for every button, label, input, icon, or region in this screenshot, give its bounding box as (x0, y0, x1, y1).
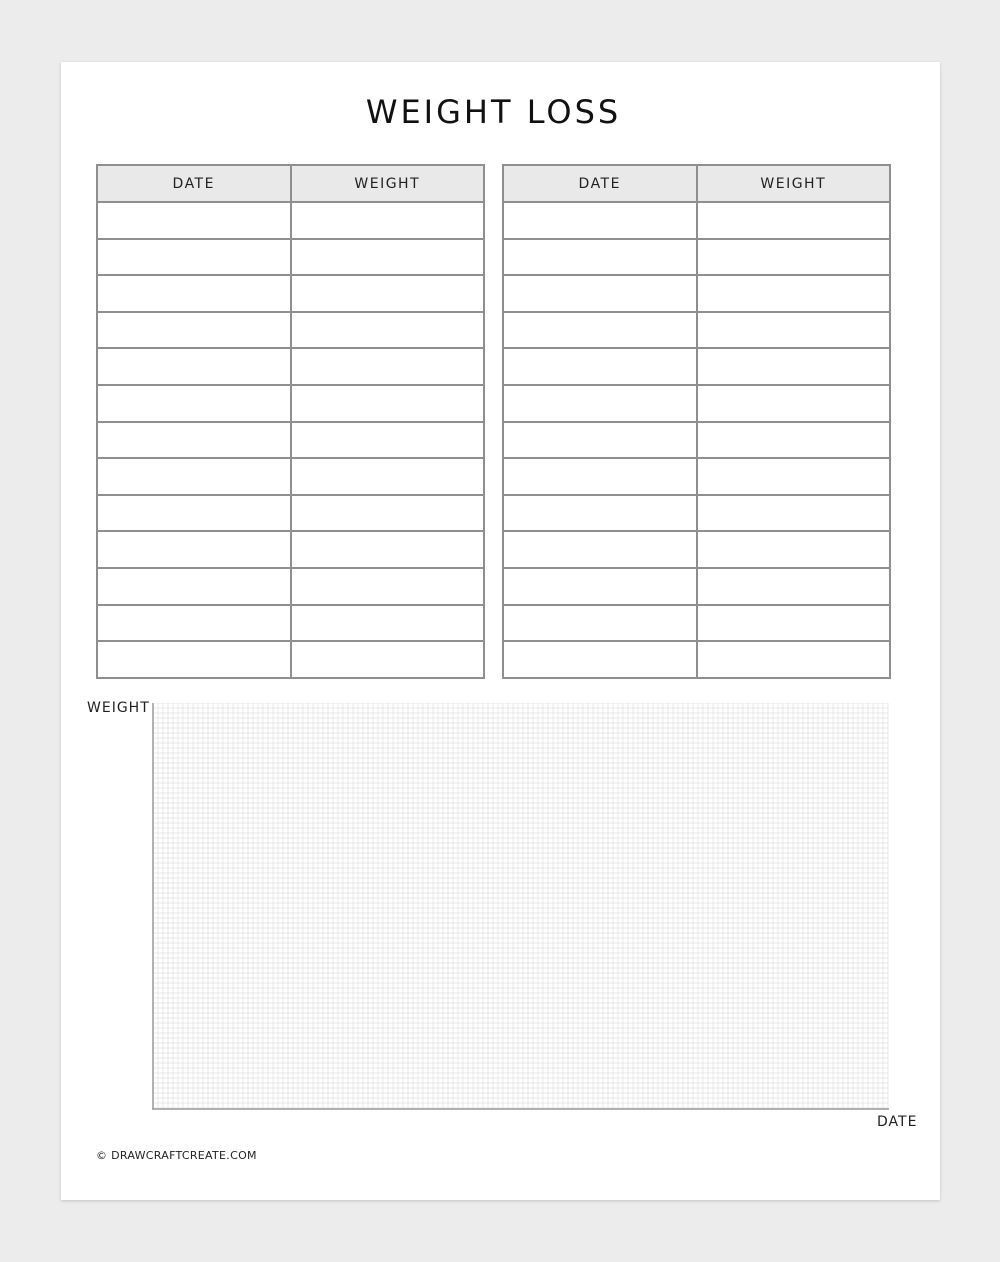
date-cell[interactable] (503, 641, 697, 678)
table-row (503, 239, 890, 276)
weight-cell[interactable] (697, 605, 891, 642)
weight-cell[interactable] (291, 531, 485, 568)
date-cell[interactable] (97, 605, 291, 642)
weight-cell[interactable] (291, 641, 485, 678)
grid-lines (153, 703, 888, 1108)
table-row (97, 422, 484, 459)
weight-cell[interactable] (291, 202, 485, 239)
date-cell[interactable] (503, 202, 697, 239)
date-cell[interactable] (97, 312, 291, 349)
date-cell[interactable] (97, 531, 291, 568)
weight-log-table-right (502, 164, 891, 679)
table-row (97, 202, 484, 239)
date-cell[interactable] (97, 422, 291, 459)
graph-y-axis-label: WEIGHT (87, 700, 150, 716)
date-cell[interactable] (503, 312, 697, 349)
weight-column-header: WEIGHT (697, 165, 891, 202)
weight-cell[interactable] (697, 239, 891, 276)
table-row (97, 458, 484, 495)
table-row (97, 239, 484, 276)
date-cell[interactable] (503, 385, 697, 422)
table-row (503, 531, 890, 568)
weight-cell[interactable] (697, 422, 891, 459)
weight-cell[interactable] (291, 422, 485, 459)
weight-column-header: WEIGHT (291, 165, 485, 202)
weight-cell[interactable] (697, 202, 891, 239)
table-row (503, 202, 890, 239)
table-row (503, 641, 890, 678)
table-row (503, 275, 890, 312)
date-cell[interactable] (503, 605, 697, 642)
table-body (97, 202, 484, 678)
date-cell[interactable] (503, 239, 697, 276)
date-cell[interactable] (503, 348, 697, 385)
table-row (97, 385, 484, 422)
weight-cell[interactable] (291, 348, 485, 385)
date-cell[interactable] (503, 422, 697, 459)
weight-cell[interactable] (697, 385, 891, 422)
table-row (503, 458, 890, 495)
weight-log-table-left (96, 164, 485, 679)
weight-cell[interactable] (697, 495, 891, 532)
table-row (503, 312, 890, 349)
table-row (503, 348, 890, 385)
table-row (97, 275, 484, 312)
date-cell[interactable] (503, 458, 697, 495)
table-row (97, 495, 484, 532)
date-cell[interactable] (503, 275, 697, 312)
table-row (97, 605, 484, 642)
weight-cell[interactable] (291, 312, 485, 349)
date-cell[interactable] (97, 202, 291, 239)
table-row (503, 568, 890, 605)
weight-cell[interactable] (291, 495, 485, 532)
table-row (503, 495, 890, 532)
weight-cell[interactable] (697, 641, 891, 678)
weight-cell[interactable] (291, 568, 485, 605)
weight-cell[interactable] (291, 605, 485, 642)
page-title: WEIGHT LOSS (365, 93, 622, 131)
table-row (503, 422, 890, 459)
copyright-notice: © DRAWCRAFTCREATE.COM (96, 1149, 257, 1162)
graph-x-axis-label: DATE (877, 1114, 918, 1130)
table-row (97, 641, 484, 678)
date-column-header: DATE (503, 165, 697, 202)
weight-cell[interactable] (697, 275, 891, 312)
table-header-row (503, 165, 890, 202)
date-cell[interactable] (97, 239, 291, 276)
date-cell[interactable] (503, 495, 697, 532)
date-cell[interactable] (97, 348, 291, 385)
weight-cell[interactable] (697, 531, 891, 568)
grid-path (153, 703, 888, 1108)
table-row (503, 605, 890, 642)
date-cell[interactable] (97, 641, 291, 678)
date-cell[interactable] (97, 275, 291, 312)
weight-cell[interactable] (291, 385, 485, 422)
table-header-row (97, 165, 484, 202)
weight-cell[interactable] (291, 275, 485, 312)
weight-cell[interactable] (697, 348, 891, 385)
table-row (97, 531, 484, 568)
weight-cell[interactable] (291, 458, 485, 495)
weight-cell[interactable] (697, 568, 891, 605)
table-body (503, 202, 890, 678)
weight-graph-grid (152, 703, 889, 1110)
table-row (97, 312, 484, 349)
date-cell[interactable] (97, 568, 291, 605)
date-column-header: DATE (97, 165, 291, 202)
table-row (97, 568, 484, 605)
date-cell[interactable] (97, 495, 291, 532)
weight-cell[interactable] (291, 239, 485, 276)
date-cell[interactable] (503, 531, 697, 568)
date-cell[interactable] (97, 458, 291, 495)
table-row (97, 348, 484, 385)
date-cell[interactable] (97, 385, 291, 422)
date-cell[interactable] (503, 568, 697, 605)
table-row (503, 385, 890, 422)
weight-cell[interactable] (697, 458, 891, 495)
weight-cell[interactable] (697, 312, 891, 349)
